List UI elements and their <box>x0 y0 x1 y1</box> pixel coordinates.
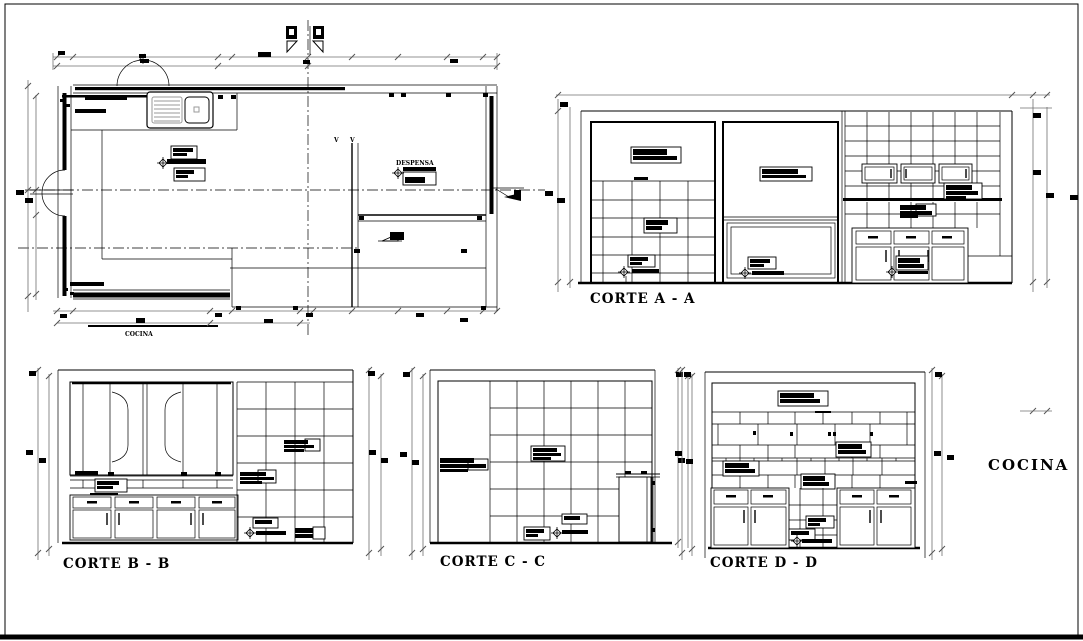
corte-a-a <box>545 92 1078 414</box>
room-label: COCINA <box>988 456 1070 474</box>
middle-gap-grid <box>789 488 837 548</box>
corte-c-c <box>400 367 691 570</box>
annotation-block <box>157 146 206 181</box>
base-cabinet <box>70 495 238 540</box>
tall-cabinet <box>616 471 660 542</box>
annotation-block <box>240 439 325 539</box>
tall-cabinets <box>70 382 233 496</box>
annotation-block <box>90 479 127 496</box>
corte-d-d <box>675 367 954 571</box>
plan-room-label: COCINA <box>125 331 153 338</box>
corte-c-title: CORTE C - C <box>440 554 547 570</box>
tile-wall <box>237 382 353 543</box>
base-cabinet-right <box>837 488 915 548</box>
kitchen-sink <box>147 92 213 128</box>
partition-mark-v2: V <box>350 137 355 144</box>
window-swing <box>117 54 169 86</box>
corte-b-b <box>26 367 388 572</box>
plan-walls <box>58 85 497 311</box>
annotation-block <box>618 147 681 283</box>
annotation-block <box>440 446 588 540</box>
corte-b-title: CORTE B - B <box>63 556 171 572</box>
section-marker-top-pair <box>286 26 324 55</box>
despensa-label: DESPENSA <box>396 160 434 167</box>
upper-cabinets <box>862 164 972 183</box>
corte-a-middle-panel <box>723 111 845 283</box>
partition-mark-v1: V <box>334 137 339 144</box>
corte-a-title: CORTE A - A <box>590 291 696 307</box>
corte-a-right-wall <box>843 112 1012 283</box>
annotation-block <box>70 97 127 286</box>
corte-a-dimensions <box>545 92 1078 414</box>
base-cabinet <box>852 228 1012 283</box>
junction-marks <box>60 93 488 310</box>
annotation-block <box>778 391 831 413</box>
corte-d-title: CORTE D - D <box>710 555 818 571</box>
despensa-annotation <box>392 160 436 185</box>
annotation-block <box>789 516 834 547</box>
corte-a-left-panel <box>591 122 715 283</box>
base-cabinet-left <box>711 488 789 548</box>
door-swing <box>30 170 73 216</box>
floor-plan <box>16 20 545 338</box>
plan-counter-lines <box>71 93 486 307</box>
section-marker-b <box>378 232 404 241</box>
